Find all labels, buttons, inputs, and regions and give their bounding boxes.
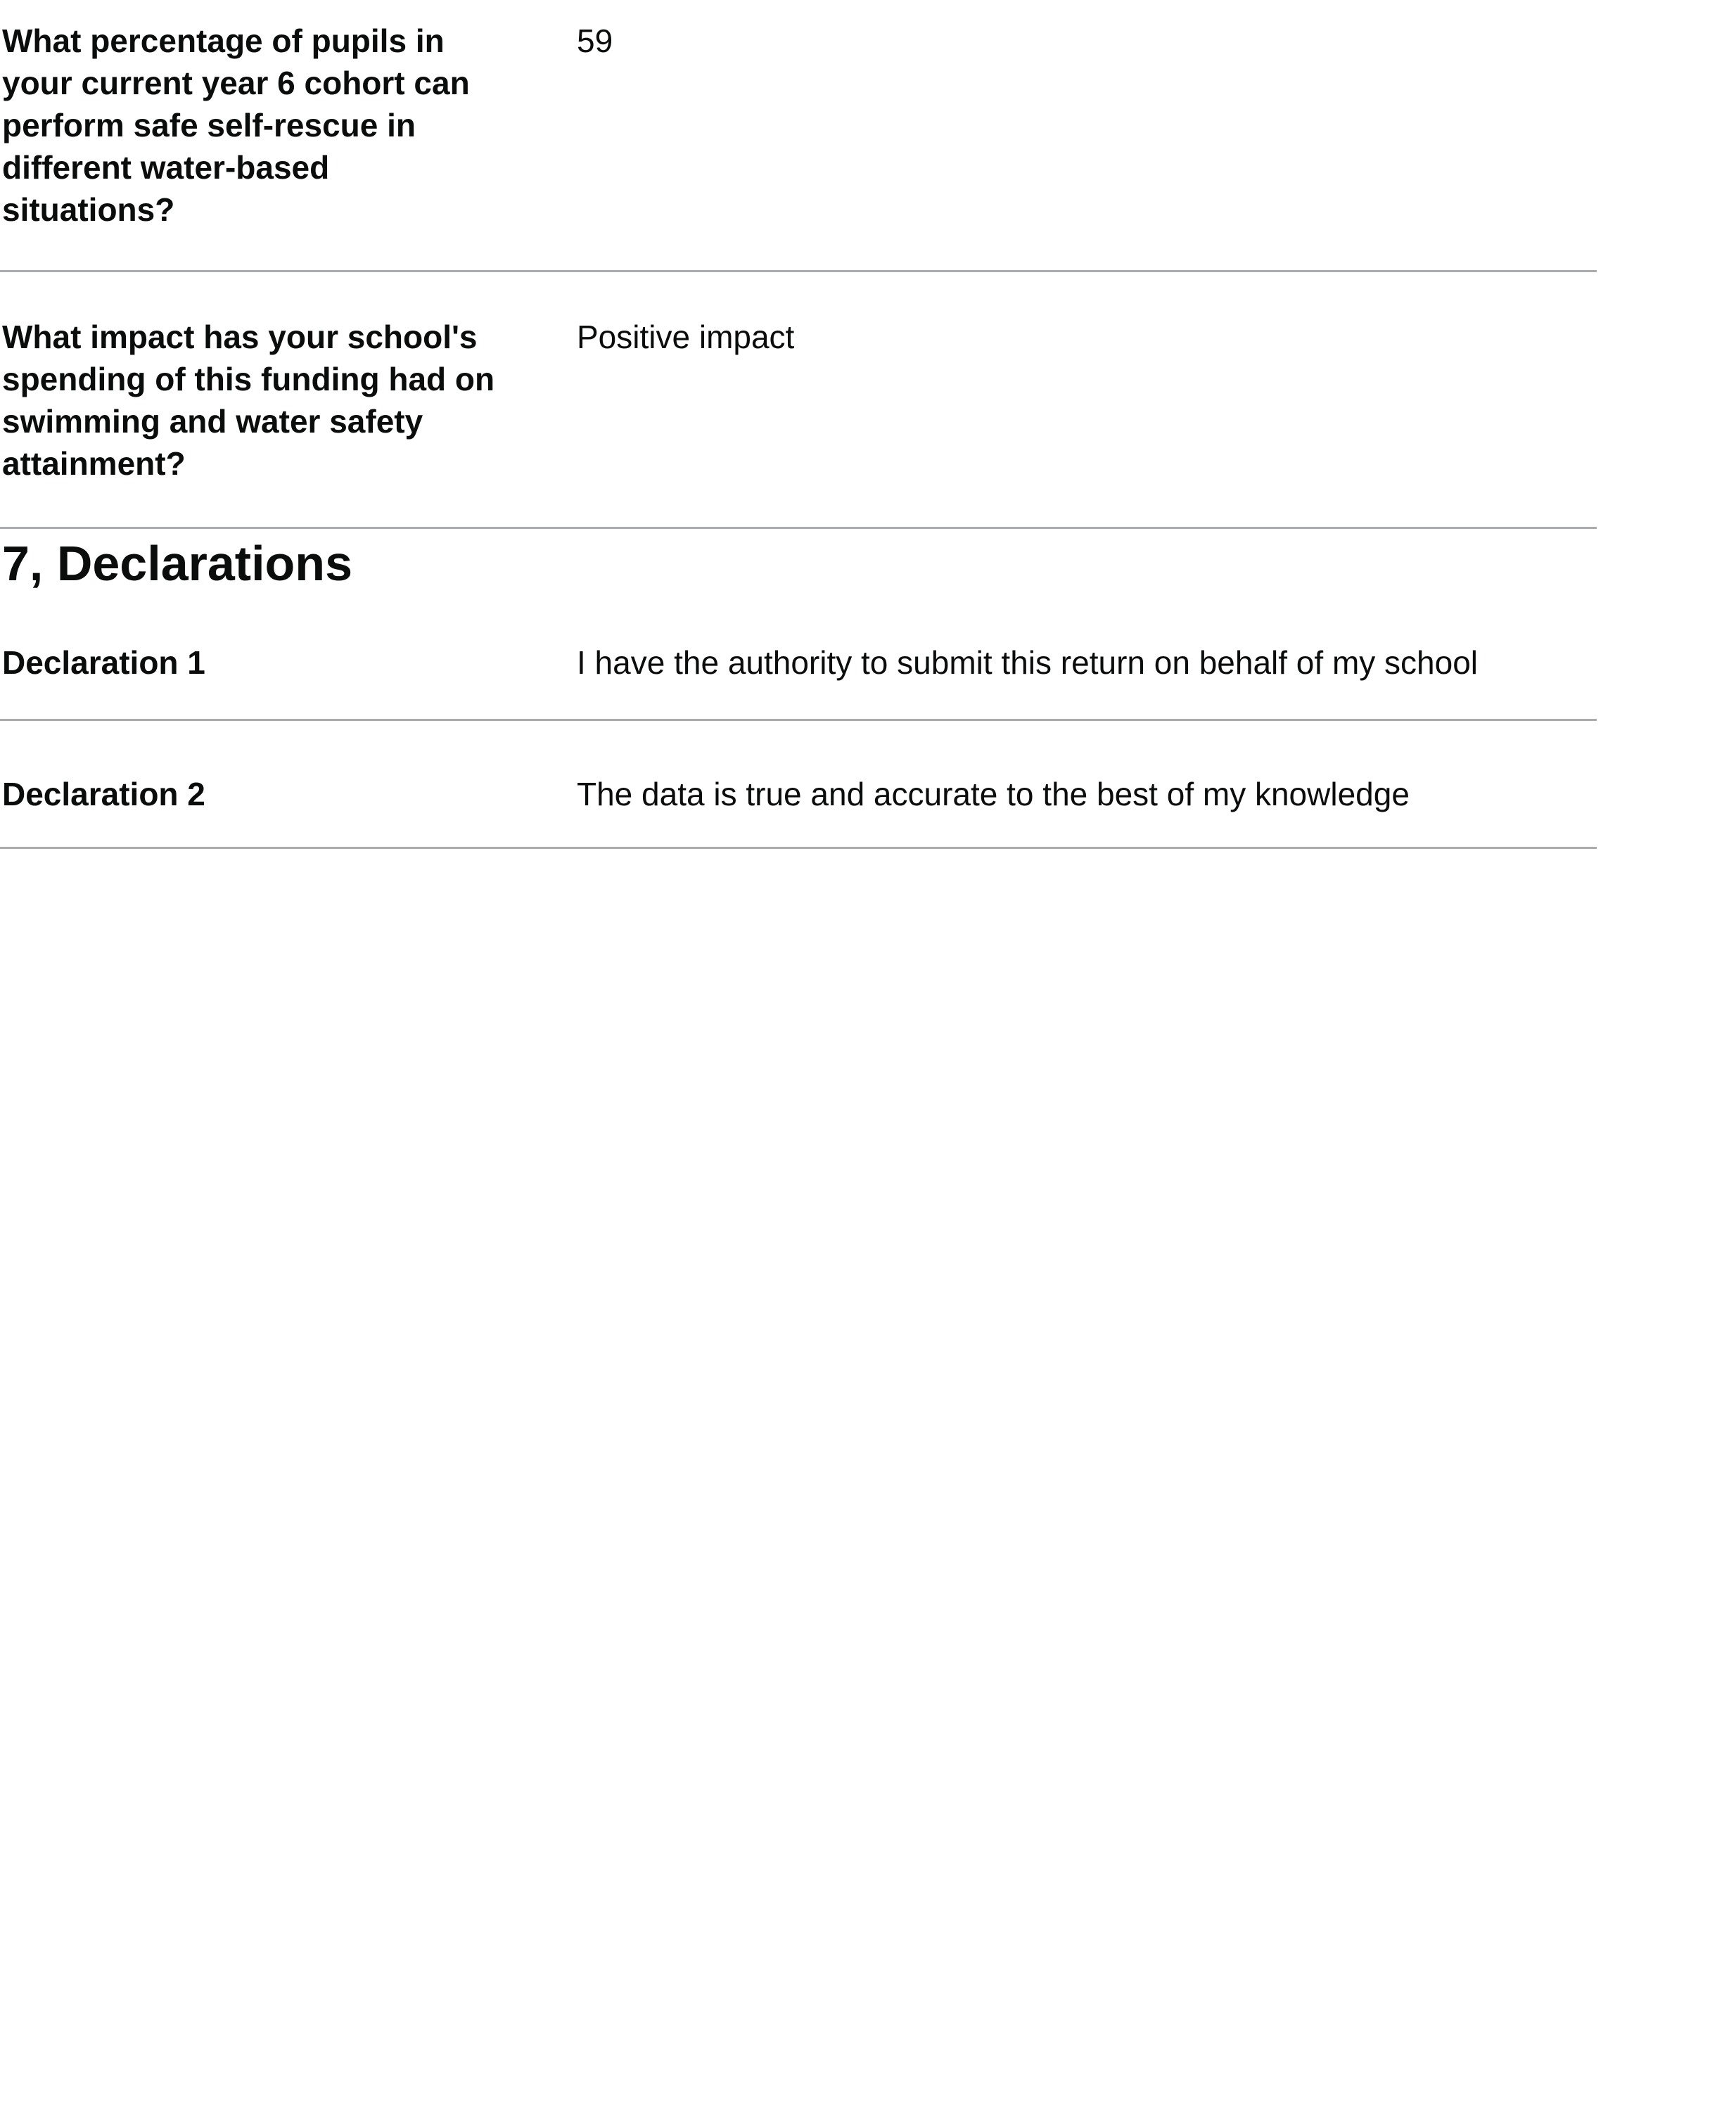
summary-row — [0, 0, 1597, 272]
section-heading-declarations: 7, Declarations — [2, 536, 352, 591]
declaration-row — [0, 598, 1597, 721]
form-summary — [0, 0, 1597, 849]
summary-row — [0, 272, 1597, 529]
declaration-value: The data is true and accurate to the best of my knowledge — [577, 776, 1410, 812]
declaration-label: Declaration 2 — [2, 776, 205, 812]
declaration-row — [0, 721, 1597, 849]
answer-value: 59 — [577, 23, 613, 59]
question-label: What impact has your school's spending of this funding had on swimming and water safety attainment? — [2, 319, 495, 482]
declaration-label: Declaration 1 — [2, 644, 205, 681]
declaration-value: I have the authority to submit this return on behalf of my school — [577, 644, 1479, 681]
question-label: What percentage of pupils in your current year 6 cohort can perform safe self-rescue in different water-based situations? — [2, 23, 470, 228]
answer-value: Positive impact — [577, 319, 795, 355]
